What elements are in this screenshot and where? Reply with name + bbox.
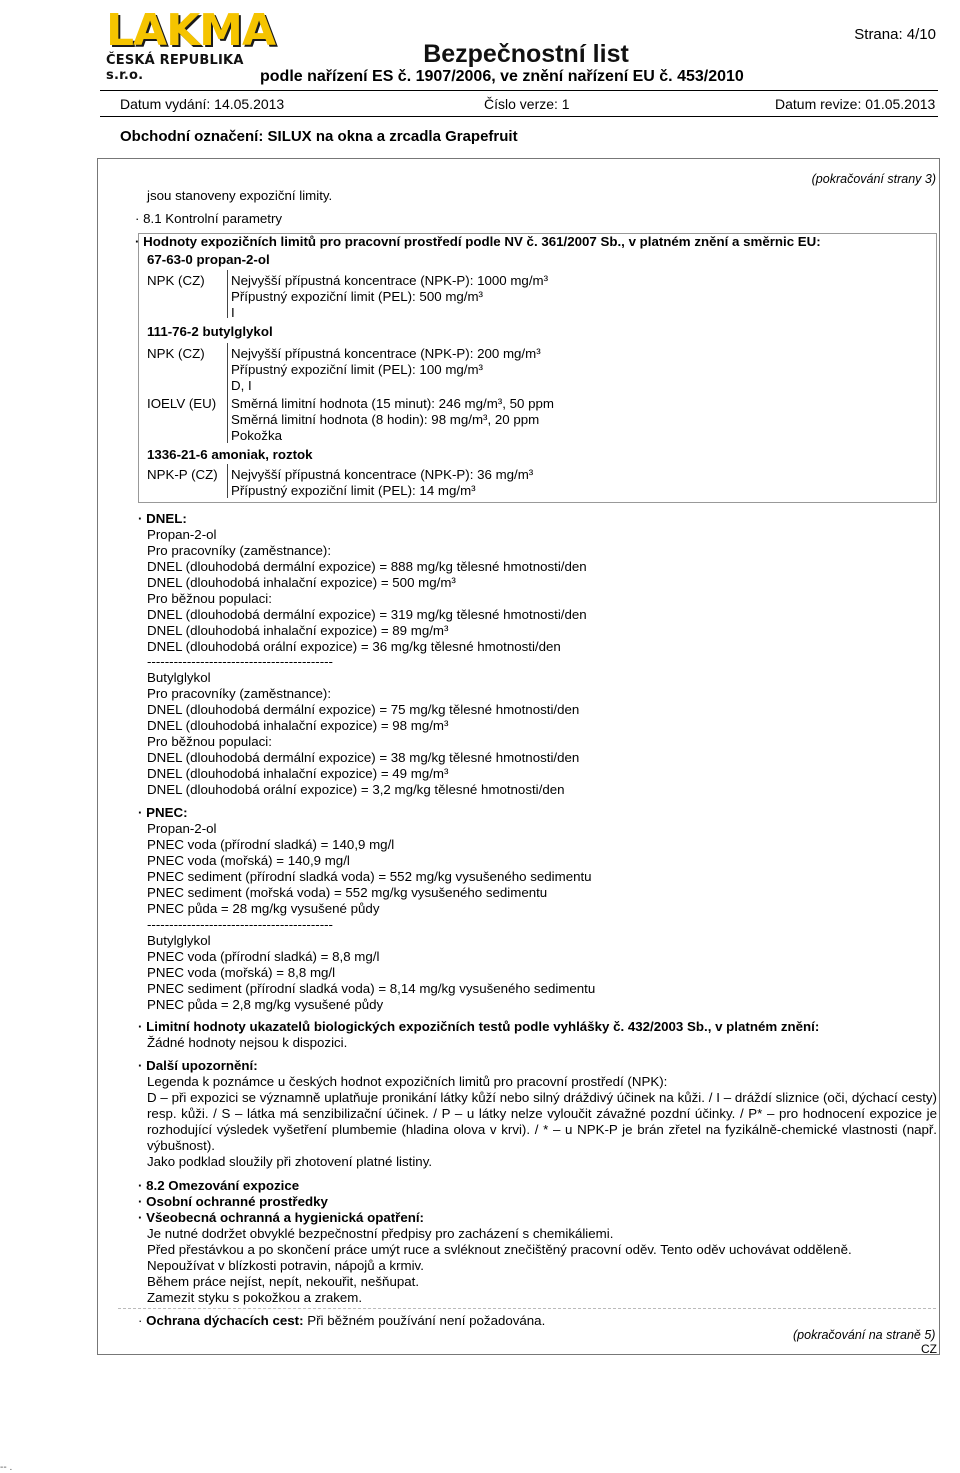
dnel-line: Pro pracovníky (zaměstnance):: [147, 543, 332, 558]
continued-from: (pokračování strany 3): [811, 172, 936, 186]
limit-note: Pokožka: [231, 428, 282, 443]
dnel-line: Pro běžnou populaci:: [147, 734, 272, 749]
substance-butylglykol: 111-76-2 butylglykol: [147, 324, 273, 339]
pnec-line: PNEC voda (přírodní sladká) = 8,8 mg/l: [147, 949, 380, 964]
notes-legend: Legenda k poznámce u českých hodnot expozičních limitů pro pracovní prostředí (NPK):: [147, 1074, 668, 1089]
limit-value: Přípustný expoziční limit (PEL): 14 mg/m³: [231, 483, 476, 498]
hygiene-line: Před přestávkou a po skončení práce umýt ruce a svléknout znečištěný pracovní oděv. Tento oděv uchovávat odděleně.: [147, 1242, 852, 1257]
bio-limits-heading: · Limitní hodnoty ukazatelů biologických expozičních testů podle vyhlášky č. 432/2003 Sb., v platném znění:: [138, 1019, 820, 1034]
limit-value: Nejvyšší přípustná koncentrace (NPK-P): 1000 mg/m³: [231, 273, 549, 288]
substance-propan-2-ol: 67-63-0 propan-2-ol: [147, 252, 270, 267]
limit-type: NPK-P (CZ): [147, 467, 218, 482]
bio-limits-title: Limitní hodnoty ukazatelů biologických expozičních testů podle vyhlášky č. 432/2003 Sb., v platném znění:: [146, 1019, 820, 1034]
dnel-line: DNEL (dlouhodobá orální expozice) = 3,2 mg/kg tělesné hmotnosti/den: [147, 782, 565, 797]
logo-wordmark: LAKMA: [106, 5, 276, 56]
logo-subtitle: ČESKÁ REPUBLIKA s.r.o.: [106, 53, 244, 83]
limit-type: NPK (CZ): [147, 346, 205, 361]
respiratory-protection: · Ochrana dýchacích cest: Při běžném používání není požadována.: [138, 1313, 546, 1328]
pnec-line: PNEC sediment (přírodní sladká voda) = 8,14 mg/kg vysušeného sedimentu: [147, 981, 596, 996]
limit-value: Nejvyšší přípustná koncentrace (NPK-P): 36 mg/m³: [231, 467, 534, 482]
dnel-line: DNEL (dlouhodobá inhalační expozice) = 49 mg/m³: [147, 766, 449, 781]
limit-note: D, I: [231, 378, 252, 393]
substance-amoniak: 1336-21-6 amoniak, roztok: [147, 447, 313, 462]
notes-title: Další upozornění:: [146, 1058, 258, 1073]
pnec-line: Propan-2-ol: [147, 821, 217, 836]
hygiene-line: Nepoužívat v blízkosti potravin, nápojů a krmiv.: [147, 1258, 424, 1273]
hygiene-line: Je nutné dodržet obvyklé bezpečnostní předpisy pro zacházení s chemikáliemi.: [147, 1226, 614, 1241]
respiratory-title: Ochrana dýchacích cest:: [146, 1313, 304, 1328]
dnel-heading: · DNEL:: [138, 511, 187, 526]
notes-source: Jako podklad sloužily při zhotovení platné listiny.: [147, 1154, 433, 1169]
limit-value: Směrná limitní hodnota (8 hodin): 98 mg/m³, 20 ppm: [231, 412, 540, 427]
pnec-line: Butylglykol: [147, 933, 211, 948]
page-edge-marks: -- .: [0, 1462, 13, 1473]
limit-type: IOELV (EU): [147, 396, 217, 411]
issue-date: Datum vydání: 14.05.2013: [120, 96, 285, 112]
limit-value: Nejvyšší přípustná koncentrace (NPK-P): 200 mg/m³: [231, 346, 541, 361]
revision-date: Datum revize: 01.05.2013: [775, 96, 936, 112]
trade-name-label: Obchodní označení:: [120, 128, 264, 145]
dnel-line: DNEL (dlouhodobá inhalační expozice) = 89 mg/m³: [147, 623, 449, 638]
notes-heading: · Další upozornění:: [138, 1058, 258, 1073]
trade-name: [120, 128, 518, 145]
limit-note: I: [231, 305, 235, 320]
dnel-line: DNEL (dlouhodobá dermální expozice) = 319 mg/kg tělesné hmotnosti/den: [147, 607, 587, 622]
ppe-heading: · Osobní ochranné prostředky: [138, 1194, 328, 1209]
dnel-line: Propan-2-ol: [147, 527, 217, 542]
pnec-separator: ------------------------------------------: [147, 917, 333, 932]
dnel-line: DNEL (dlouhodobá inhalační expozice) = 98 mg/m³: [147, 718, 449, 733]
pnec-line: PNEC půda = 2,8 mg/kg vysušené půdy: [147, 997, 384, 1012]
document-title: [0, 40, 960, 69]
section-8-1: · 8.1 Kontrolní parametry: [135, 211, 283, 226]
hygiene-title: Všeobecná ochranná a hygienická opatření:: [146, 1210, 424, 1225]
limit-type: NPK (CZ): [147, 273, 205, 288]
pnec-line: PNEC voda (mořská) = 140,9 mg/l: [147, 853, 350, 868]
dnel-line: DNEL (dlouhodobá dermální expozice) = 38 mg/kg tělesné hmotnosti/den: [147, 750, 580, 765]
pnec-line: PNEC půda = 28 mg/kg vysušené půdy: [147, 901, 380, 916]
dnel-line: Pro pracovníky (zaměstnance):: [147, 686, 332, 701]
meta-divider: [100, 116, 938, 117]
trade-name-value: SILUX na okna a zrcadla Grapefruit: [267, 128, 518, 145]
version-number: Číslo verze: 1: [484, 96, 570, 112]
country-code: CZ: [921, 1342, 937, 1356]
pnec-line: PNEC voda (mořská) = 8,8 mg/l: [147, 965, 336, 980]
dnel-line: Pro běžnou populaci:: [147, 591, 272, 606]
dnel-line: Butylglykol: [147, 670, 211, 685]
pnec-line: PNEC sediment (přírodní sladká voda) = 552 mg/kg vysušeného sedimentu: [147, 869, 592, 884]
ppe-title: Osobní ochranné prostředky: [146, 1194, 328, 1209]
section-8-1-title: 8.1 Kontrolní parametry: [143, 211, 283, 226]
hygiene-heading: · Všeobecná ochranná a hygienická opatření:: [138, 1210, 424, 1225]
dnel-line: DNEL (dlouhodobá dermální expozice) = 888 mg/kg tělesné hmotnosti/den: [147, 559, 587, 574]
limits-heading-text: Hodnoty expozičních limitů pro pracovní prostředí podle NV č. 361/2007 Sb., v platném znění a směrnic EU:: [143, 234, 821, 249]
hygiene-line: Zamezit styku s pokožkou a zrakem.: [147, 1290, 363, 1305]
regulation-reference: podle nařízení ES č. 1907/2006, ve znění nařízení EU č. 453/2010: [260, 68, 744, 85]
dashed-divider: [118, 1308, 936, 1309]
continued-to: (pokračování na straně 5): [793, 1328, 936, 1342]
pnec-line: PNEC sediment (mořská voda) = 552 mg/kg vysušeného sedimentu: [147, 885, 548, 900]
hygiene-line: Během práce nejíst, nepít, nekouřit, nešňupat.: [147, 1274, 420, 1289]
dnel-title: DNEL:: [146, 511, 187, 526]
dnel-line: DNEL (dlouhodobá orální expozice) = 36 mg/kg tělesné hmotnosti/den: [147, 639, 561, 654]
dnel-separator: ------------------------------------------: [147, 654, 333, 669]
limit-value: Přípustný expoziční limit (PEL): 100 mg/m³: [231, 362, 483, 377]
header-divider: [100, 90, 938, 91]
intro-text: jsou stanoveny expoziční limity.: [147, 188, 333, 203]
pnec-line: PNEC voda (přírodní sladká) = 140,9 mg/l: [147, 837, 395, 852]
section-8-2: · 8.2 Omezování expozice: [138, 1178, 300, 1193]
limit-divider: [227, 343, 228, 443]
pnec-heading: · PNEC:: [138, 805, 188, 820]
limit-value: Směrná limitní hodnota (15 minut): 246 mg/m³, 50 ppm: [231, 396, 554, 411]
limit-value: Přípustný expoziční limit (PEL): 500 mg/m³: [231, 289, 483, 304]
limit-divider: [227, 464, 228, 498]
dnel-line: DNEL (dlouhodobá inhalační expozice) = 500 mg/m³: [147, 575, 456, 590]
limit-divider: [227, 270, 228, 318]
limits-heading: · Hodnoty expozičních limitů pro pracovní prostředí podle NV č. 361/2007 Sb., v platném znění a směrnic EU:: [135, 234, 821, 249]
page-number: Strana: 4/10: [854, 26, 936, 43]
pnec-title: PNEC:: [146, 805, 188, 820]
bio-limits-text: Žádné hodnoty nejsou k dispozici.: [147, 1035, 348, 1050]
respiratory-text: Při běžném používání není požadována.: [307, 1313, 546, 1328]
dnel-line: DNEL (dlouhodobá dermální expozice) = 75 mg/kg tělesné hmotnosti/den: [147, 702, 580, 717]
section-8-2-title: 8.2 Omezování expozice: [146, 1178, 300, 1193]
document-title-text: Bezpečnostní list: [423, 40, 629, 68]
notes-legend-detail: D – při expozici se významně uplatňuje pronikání látky kůží nebo silný dráždivý účinek na kůži. / I – dráždí sliznice (oči, dýchací cesty) resp. kůži. / S – látka má senzibilizační účinek. / P – u látky nelze vyloučit závažné pozdní účinky. / P* – pro hodnocení expozice je rozhodující výsledek vyšetření plumbemie (hladina olova v krvi). / * – u NPK-P je brán zřetel na fyzikálně-chemické vlastnosti (např. výbušnost).: [147, 1090, 937, 1153]
